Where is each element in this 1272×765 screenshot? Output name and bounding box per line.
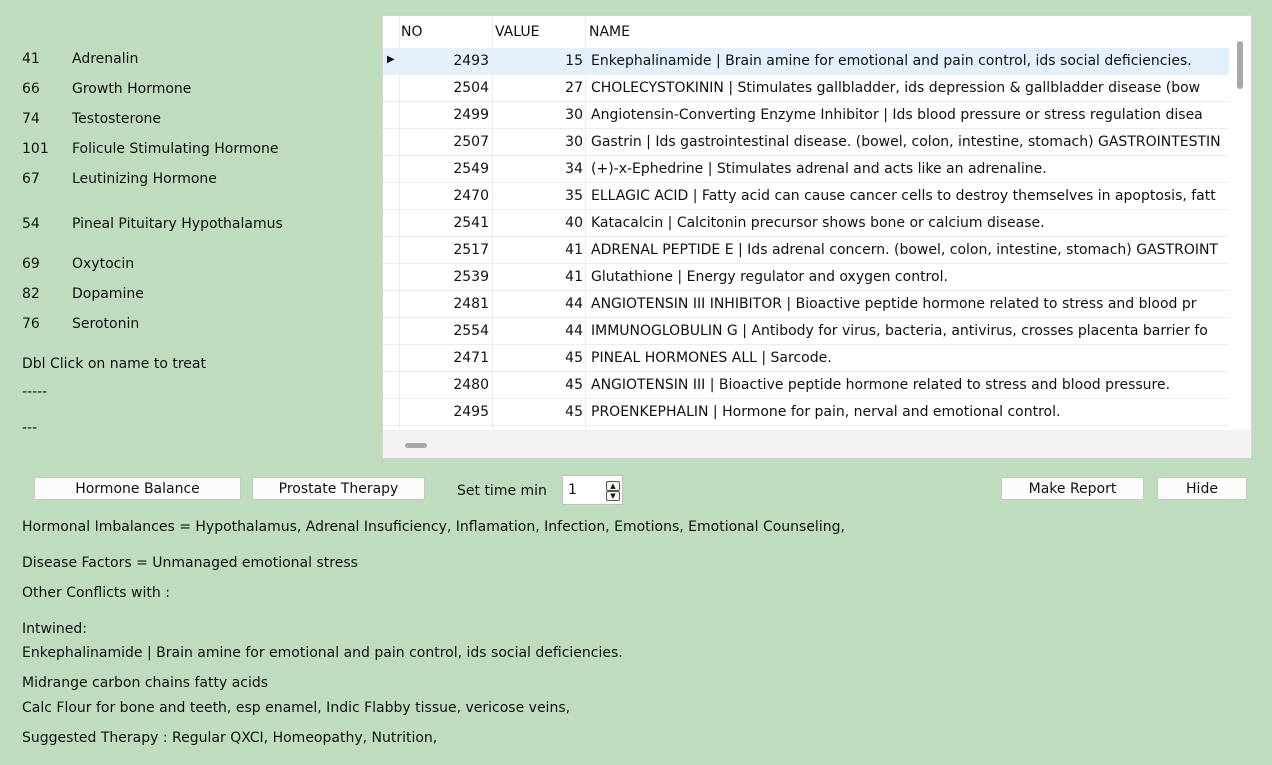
- cell-name[interactable]: Enkephalinamide | Brain amine for emotional and pain control, ids social deficiencies.: [591, 53, 1192, 69]
- cell-no: 2541: [453, 215, 489, 231]
- cell-no: 2493: [453, 53, 489, 69]
- cell-name[interactable]: PROENKEPHALIN | Hormone for pain, nerval and emotional control.: [591, 404, 1061, 420]
- cell-value: 45: [565, 404, 583, 420]
- set-time-label: Set time min: [457, 483, 547, 499]
- cell-value: 30: [565, 134, 583, 150]
- results-grid[interactable]: [382, 15, 1252, 459]
- make-report-button[interactable]: Make Report: [1001, 477, 1144, 500]
- hormone-number: 41: [22, 51, 40, 67]
- hormone-item-oxytocin[interactable]: [0, 256, 360, 278]
- hormone-name[interactable]: Leutinizing Hormone: [72, 171, 217, 187]
- table-row[interactable]: [383, 129, 1229, 156]
- table-row[interactable]: [383, 291, 1229, 318]
- hormone-number: 82: [22, 286, 40, 302]
- time-stepper-value[interactable]: 1: [568, 482, 577, 498]
- cell-no: 2504: [453, 80, 489, 96]
- hormone-item-testosterone[interactable]: [0, 111, 360, 133]
- midrange-text: Midrange carbon chains fatty acids: [22, 675, 269, 691]
- cell-no: 2539: [453, 269, 489, 285]
- other-conflicts-text: Other Conflicts with :: [22, 585, 170, 601]
- cell-no: 2499: [453, 107, 489, 123]
- cell-no: 2481: [453, 296, 489, 312]
- table-row[interactable]: [383, 48, 1229, 75]
- hormone-number: 74: [22, 111, 40, 127]
- cell-no: 2554: [453, 323, 489, 339]
- cell-value: 45: [565, 350, 583, 366]
- table-row[interactable]: [383, 75, 1229, 102]
- cell-value: 27: [565, 80, 583, 96]
- vertical-scroll-thumb[interactable]: [1237, 41, 1243, 89]
- hormone-name[interactable]: Serotonin: [72, 316, 140, 332]
- hormone-name[interactable]: Growth Hormone: [72, 81, 192, 97]
- cell-value: 45: [565, 377, 583, 393]
- intwined-label: Intwined:: [22, 621, 87, 637]
- cell-name[interactable]: Angiotensin-Converting Enzyme Inhibitor | Ids blood pressure or stress regulation disea: [591, 107, 1203, 123]
- hormone-item-adrenalin[interactable]: [0, 51, 360, 73]
- grid-header: [383, 16, 1251, 46]
- cell-value: 35: [565, 188, 583, 204]
- cell-name[interactable]: ELLAGIC ACID | Fatty acid can cause cancer cells to destroy themselves in apoptosis, fatt: [591, 188, 1216, 204]
- calc-flour-text: Calc Flour for bone and teeth, esp enamel, Indic Flabby tissue, vericose veins,: [22, 700, 571, 716]
- vertical-scrollbar[interactable]: [1229, 16, 1251, 430]
- horizontal-scrollbar[interactable]: [383, 430, 1251, 458]
- cell-name[interactable]: ANGIOTENSIN III INHIBITOR | Bioactive peptide hormone related to stress and blood pr: [591, 296, 1197, 312]
- cell-name[interactable]: IMMUNOGLOBULIN G | Antibody for virus, bacteria, antivirus, crosses placenta barrier fo: [591, 323, 1208, 339]
- table-row[interactable]: [383, 264, 1229, 291]
- hormone-number: 101: [22, 141, 49, 157]
- stepper-up-icon[interactable]: ▲: [606, 481, 620, 491]
- cell-value: 30: [565, 107, 583, 123]
- hormonal-imbalances-text: Hormonal Imbalances = Hypothalamus, Adrenal Insuficiency, Inflamation, Infection, Emotions, Emotional Counseling,: [22, 519, 845, 535]
- horizontal-scroll-thumb[interactable]: [405, 443, 427, 448]
- cell-value: 41: [565, 269, 583, 285]
- hormone-name[interactable]: Dopamine: [72, 286, 144, 302]
- hormone-item-dopamine[interactable]: [0, 286, 360, 308]
- table-row[interactable]: [383, 345, 1229, 372]
- hormone-item-leutinizing[interactable]: [0, 171, 360, 193]
- hormone-item-growth-hormone[interactable]: [0, 81, 360, 103]
- hormone-item-serotonin[interactable]: [0, 316, 360, 338]
- hide-button[interactable]: Hide: [1157, 477, 1247, 500]
- cell-value: 34: [565, 161, 583, 177]
- cell-no: 2471: [453, 350, 489, 366]
- cell-name[interactable]: Katacalcin | Calcitonin precursor shows bone or calcium disease.: [591, 215, 1045, 231]
- cell-value: 40: [565, 215, 583, 231]
- hormone-name[interactable]: Testosterone: [72, 111, 162, 127]
- table-row[interactable]: [383, 102, 1229, 129]
- intwined-item: Enkephalinamide | Brain amine for emotional and pain control, ids social deficiencies.: [22, 645, 623, 661]
- hormone-item-folicule-stimulating[interactable]: [0, 141, 360, 163]
- hormone-name[interactable]: Adrenalin: [72, 51, 139, 67]
- cell-value: 44: [565, 323, 583, 339]
- time-stepper[interactable]: [562, 475, 623, 505]
- prostate-therapy-button[interactable]: Prostate Therapy: [252, 477, 425, 500]
- cell-name[interactable]: Glutathione | Energy regulator and oxygen control.: [591, 269, 948, 285]
- suggested-therapy-text: Suggested Therapy : Regular QXCI, Homeopathy, Nutrition,: [22, 730, 438, 746]
- hormone-item-pineal[interactable]: [0, 216, 360, 238]
- cell-name[interactable]: CHOLECYSTOKININ | Stimulates gallbladder, ids depression & gallbladder disease (bow: [591, 80, 1201, 96]
- table-row[interactable]: [383, 372, 1229, 399]
- column-header-name[interactable]: NAME: [589, 24, 630, 40]
- cell-no: 2517: [453, 242, 489, 258]
- hormone-number: 67: [22, 171, 40, 187]
- cell-value: 41: [565, 242, 583, 258]
- cell-no: 2549: [453, 161, 489, 177]
- column-header-value[interactable]: VALUE: [495, 24, 540, 40]
- hormone-name[interactable]: Pineal Pituitary Hypothalamus: [72, 216, 283, 232]
- hormone-number: 66: [22, 81, 40, 97]
- instructions-text: Dbl Click on name to treat: [22, 356, 206, 372]
- table-row[interactable]: [383, 237, 1229, 264]
- cell-value: 44: [565, 296, 583, 312]
- hormone-name[interactable]: Oxytocin: [72, 256, 135, 272]
- table-row[interactable]: [383, 399, 1229, 426]
- cell-name[interactable]: Gastrin | Ids gastrointestinal disease. (bowel, colon, intestine, stomach) GASTROINTESTIN: [591, 134, 1221, 150]
- hormone-balance-button[interactable]: Hormone Balance: [34, 477, 241, 500]
- hormone-number: 54: [22, 216, 40, 232]
- hormone-number: 69: [22, 256, 40, 272]
- table-row[interactable]: [383, 318, 1229, 345]
- cell-name[interactable]: ADRENAL PEPTIDE E | Ids adrenal concern. (bowel, colon, intestine, stomach) GASTROINT: [591, 242, 1218, 258]
- triangle-right-icon: ▶: [387, 54, 395, 65]
- cell-no: 2480: [453, 377, 489, 393]
- cell-no: 2507: [453, 134, 489, 150]
- cell-name[interactable]: (+)-x-Ephedrine | Stimulates adrenal and acts like an adrenaline.: [591, 161, 1047, 177]
- stepper-down-icon[interactable]: ▼: [606, 491, 620, 501]
- cell-name[interactable]: PINEAL HORMONES ALL | Sarcode.: [591, 350, 832, 366]
- hormone-name[interactable]: Folicule Stimulating Hormone: [72, 141, 279, 157]
- cell-no: 2495: [453, 404, 489, 420]
- separator-text: ---: [22, 420, 38, 436]
- cell-name[interactable]: ANGIOTENSIN III | Bioactive peptide hormone related to stress and blood pressure.: [591, 377, 1171, 393]
- cell-no: 2470: [453, 188, 489, 204]
- separator-text: -----: [22, 384, 48, 400]
- table-row[interactable]: [383, 210, 1229, 237]
- cell-value: 15: [565, 53, 583, 69]
- table-row[interactable]: [383, 156, 1229, 183]
- table-row[interactable]: [383, 183, 1229, 210]
- disease-factors-text: Disease Factors = Unmanaged emotional stress: [22, 555, 358, 571]
- column-header-no[interactable]: NO: [401, 24, 423, 40]
- hormone-number: 76: [22, 316, 40, 332]
